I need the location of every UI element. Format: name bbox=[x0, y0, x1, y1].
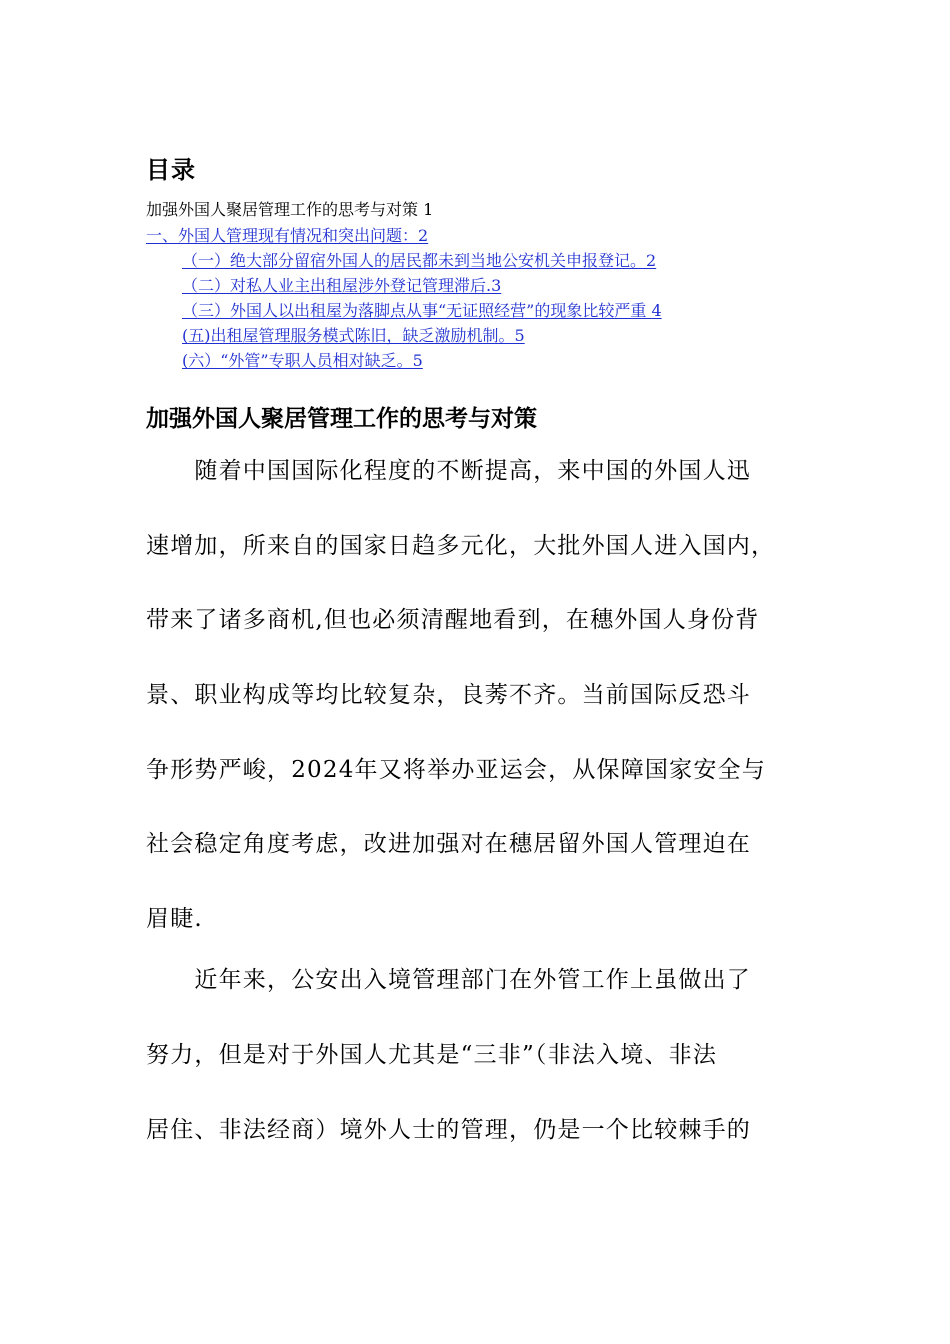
body-line: 速增加，所来自的国家日趋多元化，大批外国人进入国内， bbox=[146, 533, 776, 559]
body-line: 随着中国国际化程度的不断提高，来中国的外国人迅 bbox=[146, 458, 751, 484]
toc-link-item-3[interactable]: （三）外国人以出租屋为落脚点从事“无证照经营”的现象比较严重 4 bbox=[182, 301, 662, 320]
toc-link-item-2[interactable]: （二）对私人业主出租屋涉外登记管理滞后.3 bbox=[182, 276, 502, 295]
toc-heading: 目录 bbox=[146, 156, 196, 184]
toc-entry-main: 加强外国人聚居管理工作的思考与对策 1 bbox=[146, 200, 434, 219]
toc-link-item-6[interactable]: (六）“外管”专职人员相对缺乏。5 bbox=[182, 351, 423, 370]
toc-link-item-5[interactable]: (五)出租屋管理服务模式陈旧，缺乏激励机制。5 bbox=[182, 326, 525, 345]
document-title: 加强外国人聚居管理工作的思考与对策 bbox=[146, 406, 537, 432]
body-line: 带来了诸多商机,但也必须清醒地看到，在穗外国人身份背 bbox=[146, 607, 760, 633]
body-line: 景、职业构成等均比较复杂，良莠不齐。当前国际反恐斗 bbox=[146, 682, 751, 708]
body-line: 居住、非法经商）境外人士的管理，仍是一个比较棘手的 bbox=[146, 1117, 751, 1143]
body-line: 近年来，公安出入境管理部门在外管工作上虽做出了 bbox=[146, 967, 751, 993]
toc-link-section-1[interactable]: 一、外国人管理现有情况和突出问题：2 bbox=[146, 226, 429, 245]
body-line: 社会稳定角度考虑，改进加强对在穗居留外国人管理迫在 bbox=[146, 831, 751, 857]
body-line: 眉睫. bbox=[146, 906, 203, 932]
body-line: 努力，但是对于外国人尤其是“三非”（非法入境、非法 bbox=[146, 1042, 718, 1068]
body-line: 争形势严峻，2024年又将举办亚运会，从保障国家安全与 bbox=[146, 757, 766, 783]
toc-link-item-1[interactable]: （一）绝大部分留宿外国人的居民都未到当地公安机关申报登记。2 bbox=[182, 251, 657, 270]
